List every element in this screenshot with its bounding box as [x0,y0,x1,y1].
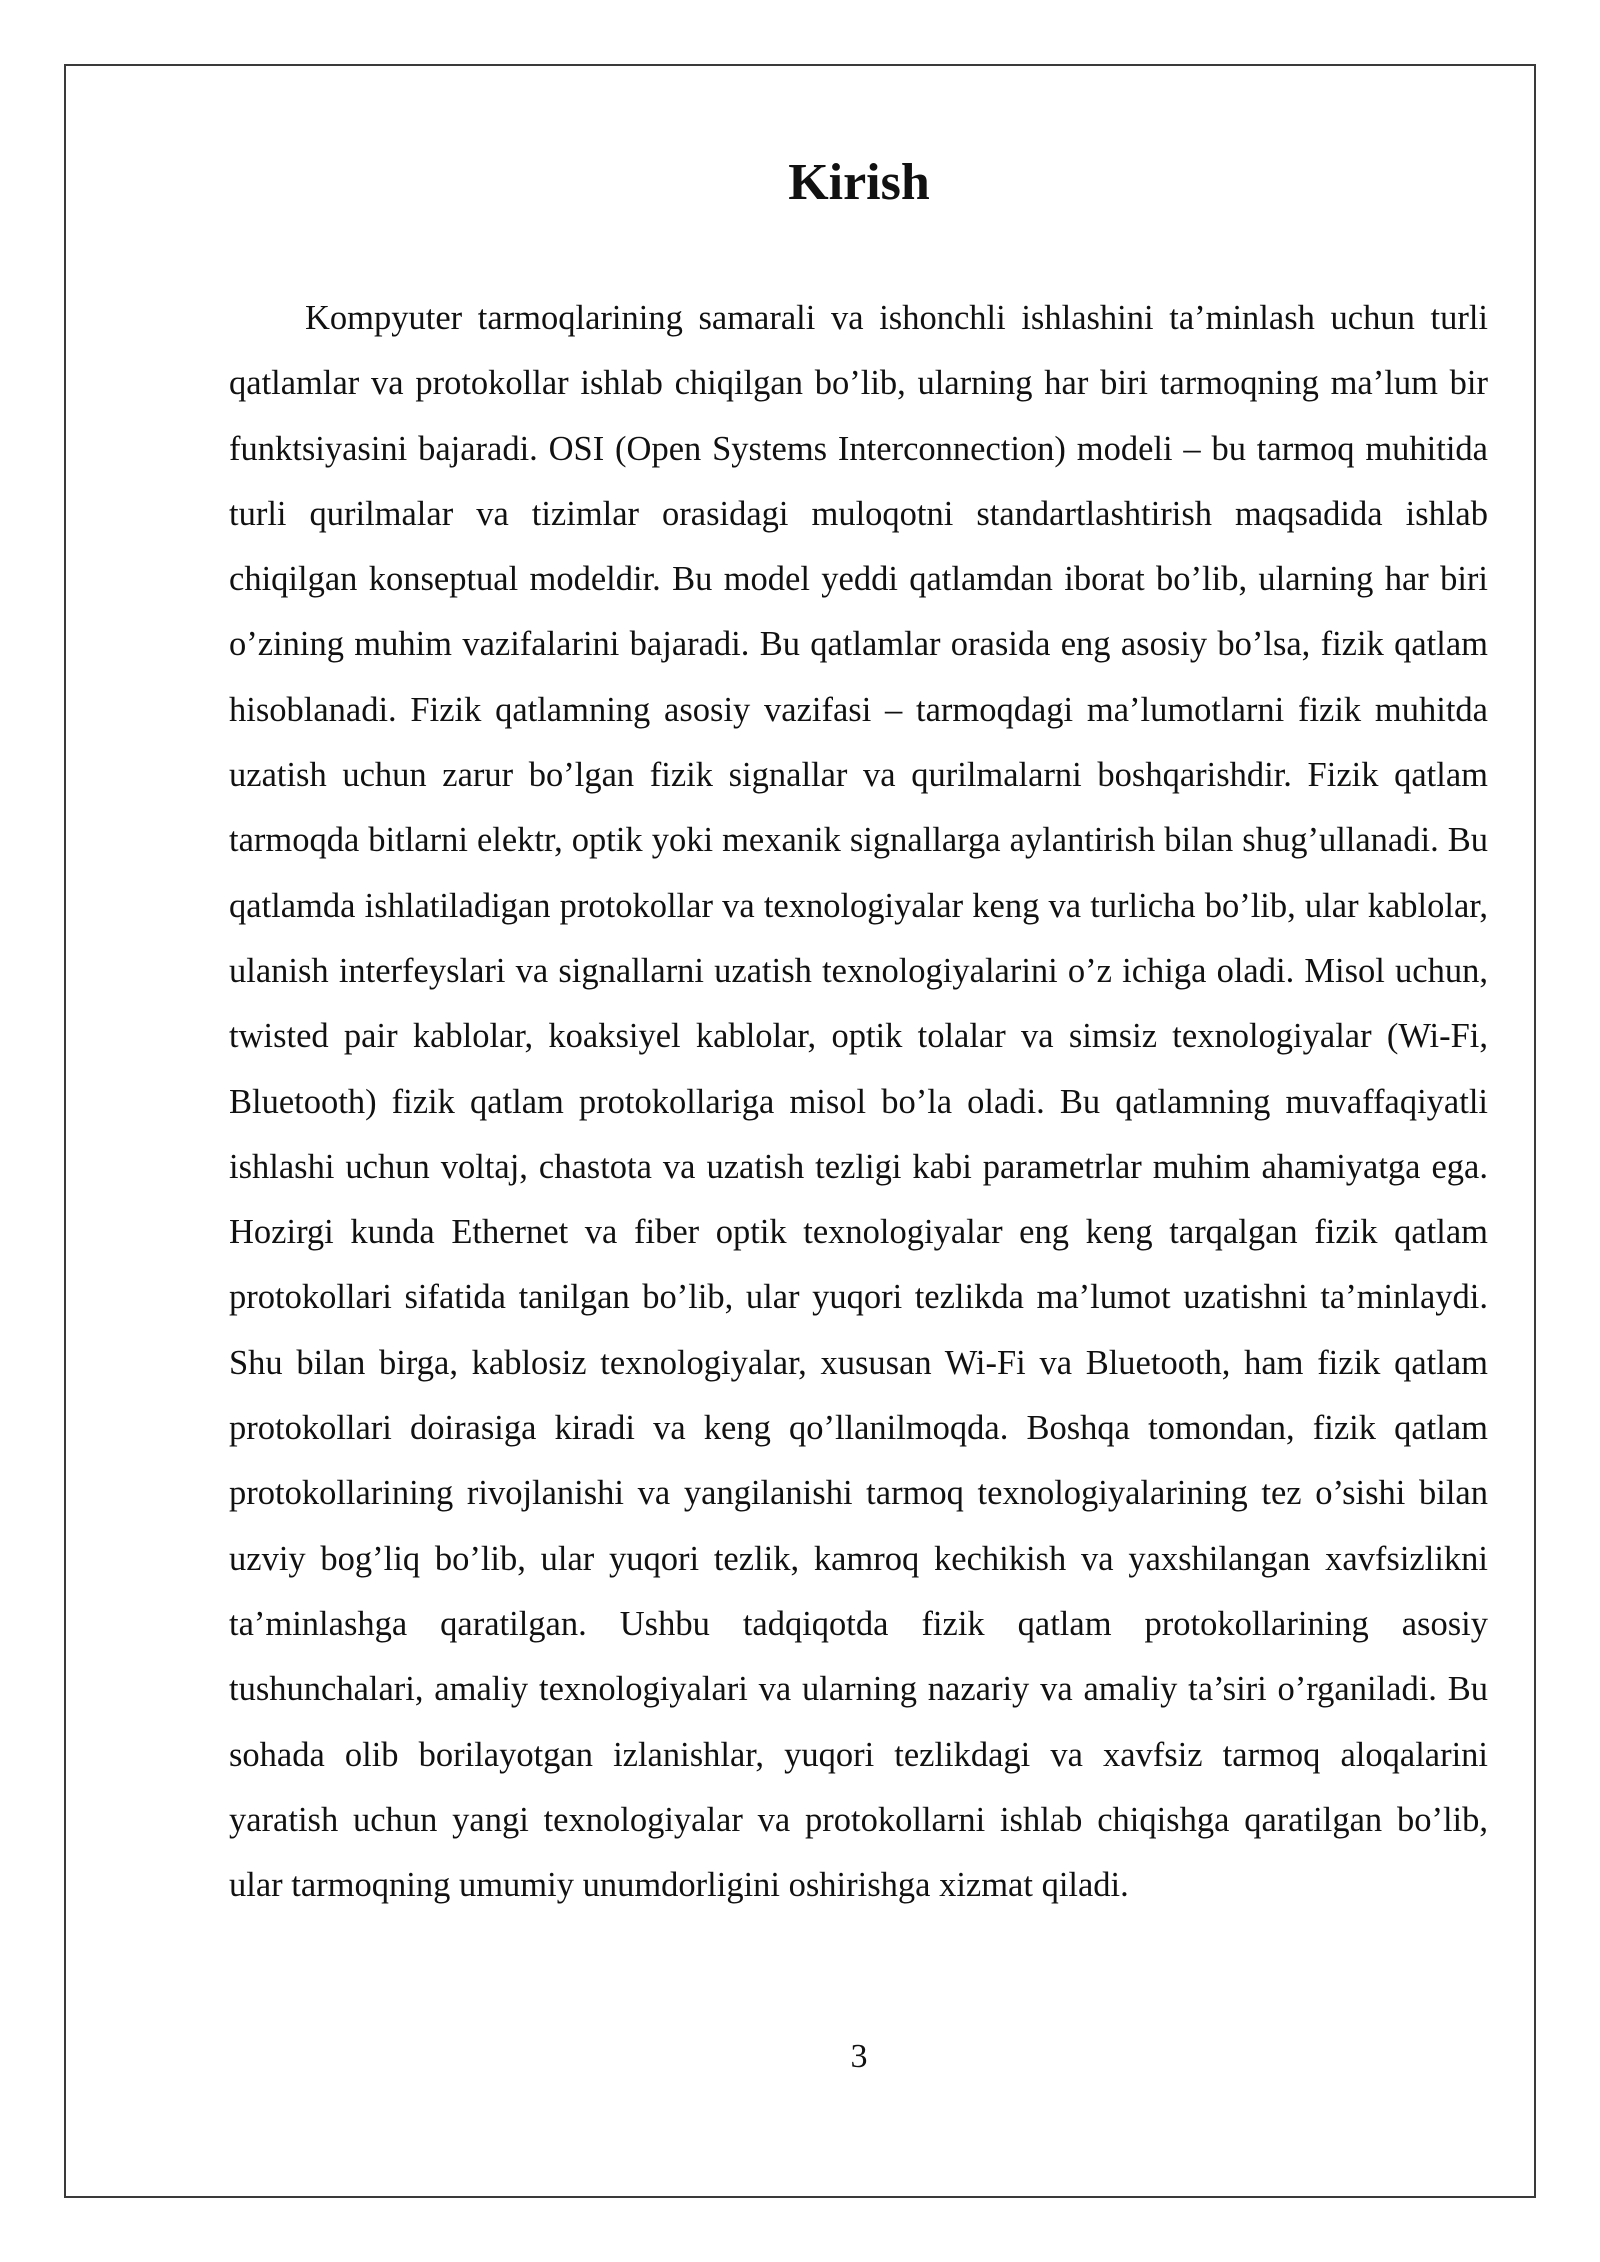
page-number: 3 [850,2038,868,2075]
body-paragraph: Kompyuter tarmoqlarining samarali va ishonchli ishlashini ta’minlash uchun turli qatlamlar va protokollar ishlab chiqilgan bo’lib, ularning har biri tarmoqning ma’lum bir funktsiyasini bajaradi. OSI (Open Systems Interconnection) modeli – bu tarmoq muhitida turli qurilmalar va tizimlar orasidagi muloqotni standartlashtirish maqsadida ishlab chiqilgan konseptual modeldir. Bu model yeddi qatlamdan iborat bo’lib, ularning har biri o’zining muhim vazifalarini bajaradi. Bu qatlamlar orasida eng asosiy bo’lsa, fizik qatlam hisoblanadi. Fizik qatlamning asosiy vazifasi – tarmoqdagi ma’lumotlarni fizik muhitda uzatish uchun zarur bo’lgan fizik signallar va qurilmalarni boshqarishdir. Fizik qatlam tarmoqda bitlarni elektr, optik yoki mexanik signallarga aylantirish bilan shug’ullanadi. Bu qatlamda ishlatiladigan protokollar va texnologiyalar keng va turlicha bo’lib, ular kablolar, ulanish interfeyslari va signallarni uzatish texnologiyalarini o’z ichiga oladi. Misol uchun, twisted pair kablolar, koaksiyel kablolar, optik tolalar va simsiz texnologiyalar (Wi-Fi, Bluetooth) fizik qatlam protokollariga misol bo’la oladi. Bu qatlamning muvaffaqiyatli ishlashi uchun voltaj, chastota va uzatish tezligi kabi parametrlar muhim ahamiyatga ega. Hozirgi kunda Ethernet va fiber optik texnologiyalar eng keng tarqalgan fizik qatlam protokollari sifatida tanilgan bo’lib, ular yuqori tezlikda ma’lumot uzatishni ta’minlaydi. Shu bilan birga, kablosiz texnologiyalar, xususan Wi-Fi va Bluetooth, ham fizik qatlam protokollari doirasiga kiradi va keng qo’llanilmoqda. Boshqa tomondan, fizik qatlam protokollarining rivojlanishi va yangilanishi tarmoq texnologiyalarining tez o’sishi bilan uzviy bog’liq bo’lib, ular yuqori tezlik, kamroq kechikish va yaxshilangan xavfsizlikni ta’minlashga qaratilgan. Ushbu tadqiqotda fizik qatlam protokollarining asosiy tushunchalari, amaliy texnologiyalari va ularning nazariy va amaliy ta’siri o’rganiladi. Bu sohada olib borilayotgan izlanishlar, yuqori tezlikdagi va xavfsiz tarmoq aloqalarini yaratish uchun yangi texnologiyalar va protokollarni ishlab chiqishga qaratilgan bo’lib, ular tarmoqning umumiy unumdorligini oshirishga xizmat qiladi. [229,299,1488,1905]
page-title: Kirish [788,154,930,211]
